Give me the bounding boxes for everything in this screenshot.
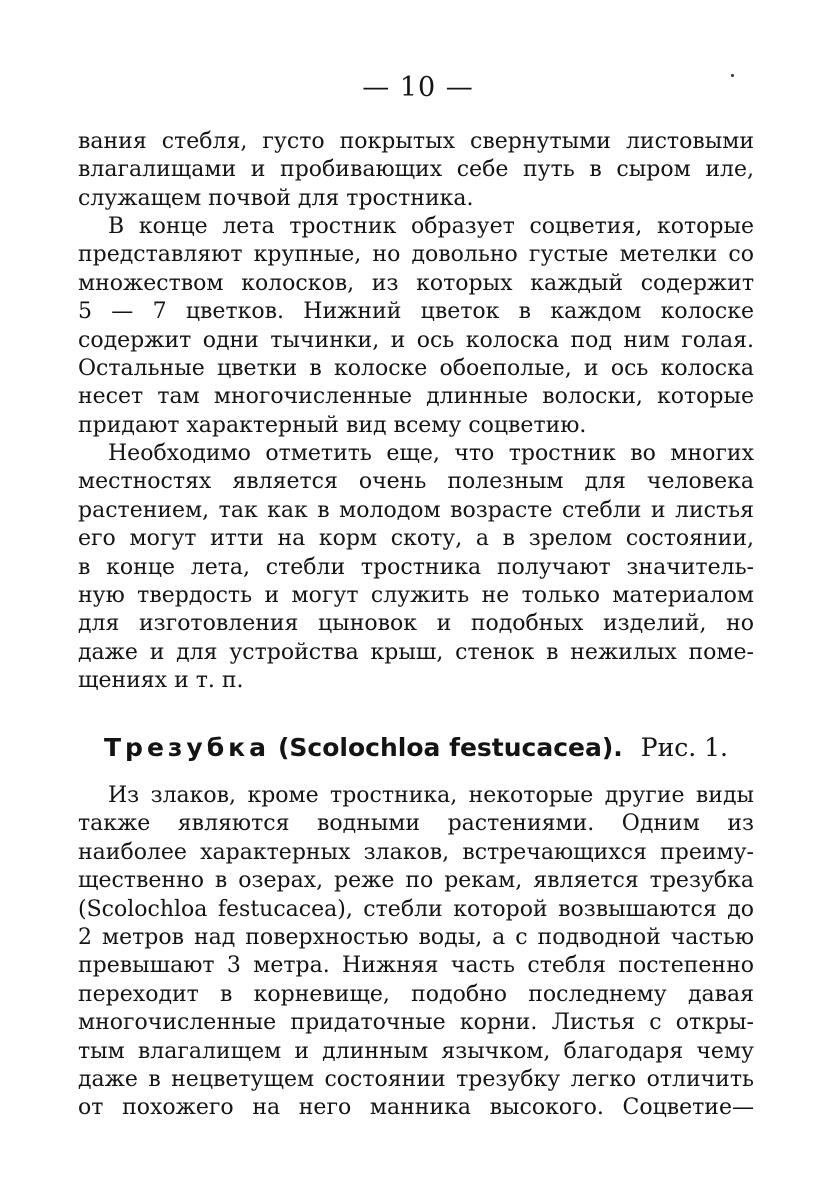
text-line: от похожего на него манника высокого. Соцветие—: [78, 1095, 754, 1121]
text-line: даже в нецветущем состоянии трезубку легко отличить: [78, 1066, 754, 1092]
text-line: несет там многочисленные длинные волоски, которые: [78, 384, 754, 410]
text-line: содержит одни тычинки, и ось колоска под ним голая.: [78, 327, 754, 353]
text-line: влагалищами и пробивающих себе путь в сыром иле,: [78, 157, 754, 183]
text-line: даже и для устройства крыш, стенок в нежилых поме-: [78, 639, 754, 665]
text-line: В конце лета тростник образует соцветия, которые: [108, 214, 754, 239]
text-line: также являются водными растениями. Одним из: [78, 811, 754, 837]
print-speck: [731, 74, 734, 77]
text-line: в конце лета, стебли тростника получают значитель-: [78, 554, 754, 580]
text-line: превышают 3 метра. Нижняя часть стебля постепенно: [78, 953, 754, 979]
text-line: тым влагалищем и длинным язычком, благодаря чему: [78, 1038, 754, 1064]
heading-genus: Трезубка: [104, 733, 271, 762]
text-line: ную твердость и могут служить не только материалом: [78, 582, 754, 608]
paragraph-inflorescence: [78, 213, 754, 440]
heading-latin-name: (Scolochloa festucacea).: [277, 733, 623, 762]
text-line: представляют крупные, но довольно густые метелки со: [78, 242, 754, 268]
text-line: щественно в озерах, реже по рекам, является трезубка: [78, 868, 754, 894]
paragraph-continuation: [78, 128, 754, 213]
text-line: наиболее характерных злаков, встречающихся преиму-: [78, 839, 754, 865]
text-line: вания стебля, густо покрытых свернутыми листовыми: [78, 129, 754, 154]
heading-figure-reference: Рис. 1.: [640, 733, 728, 762]
text-line: его могут итти на корм скоту, а в зрелом состоянии,: [78, 526, 754, 552]
text-line: множеством колосков, из которых каждый содержит: [78, 270, 754, 296]
text-line: многочисленные придаточные корни. Листья с откры-: [78, 1010, 754, 1036]
text-line: 2 метров над поверхностью воды, а с подводной частью: [78, 924, 754, 950]
text-line: (Scolochloa festucacea), стебли которой возвышаются до: [78, 896, 754, 922]
text-line: для изготовления цыновок и подобных изделий, но: [78, 611, 754, 637]
text-line: придают характерный вид всему соцветию.: [78, 412, 587, 438]
text-line: 5 — 7 цветков. Нижний цветок в каждом колоске: [78, 299, 754, 325]
text-line: переходит в корневище, подобно последнему давая: [78, 981, 754, 1007]
paragraph-usefulness: [78, 440, 754, 696]
text-line: Из злаков, кроме тростника, некоторые другие виды: [108, 783, 754, 808]
paragraph-scolochloa: [78, 782, 754, 1123]
text-line: Остальные цветки в колоске обоеполые, и ось колоска: [78, 355, 754, 381]
page-number: — 10 —: [362, 72, 474, 103]
text-line: служащем почвой для тростника.: [78, 185, 474, 211]
text-line: местностях является очень полезным для человека: [78, 469, 754, 495]
text-line: растением, так как в молодом возрасте стебли и листья: [78, 497, 754, 523]
section-heading: [78, 733, 754, 762]
text-line: щениях и т. п.: [78, 668, 244, 694]
text-line: Необходимо отметить еще, что тростник во многих: [108, 441, 754, 466]
